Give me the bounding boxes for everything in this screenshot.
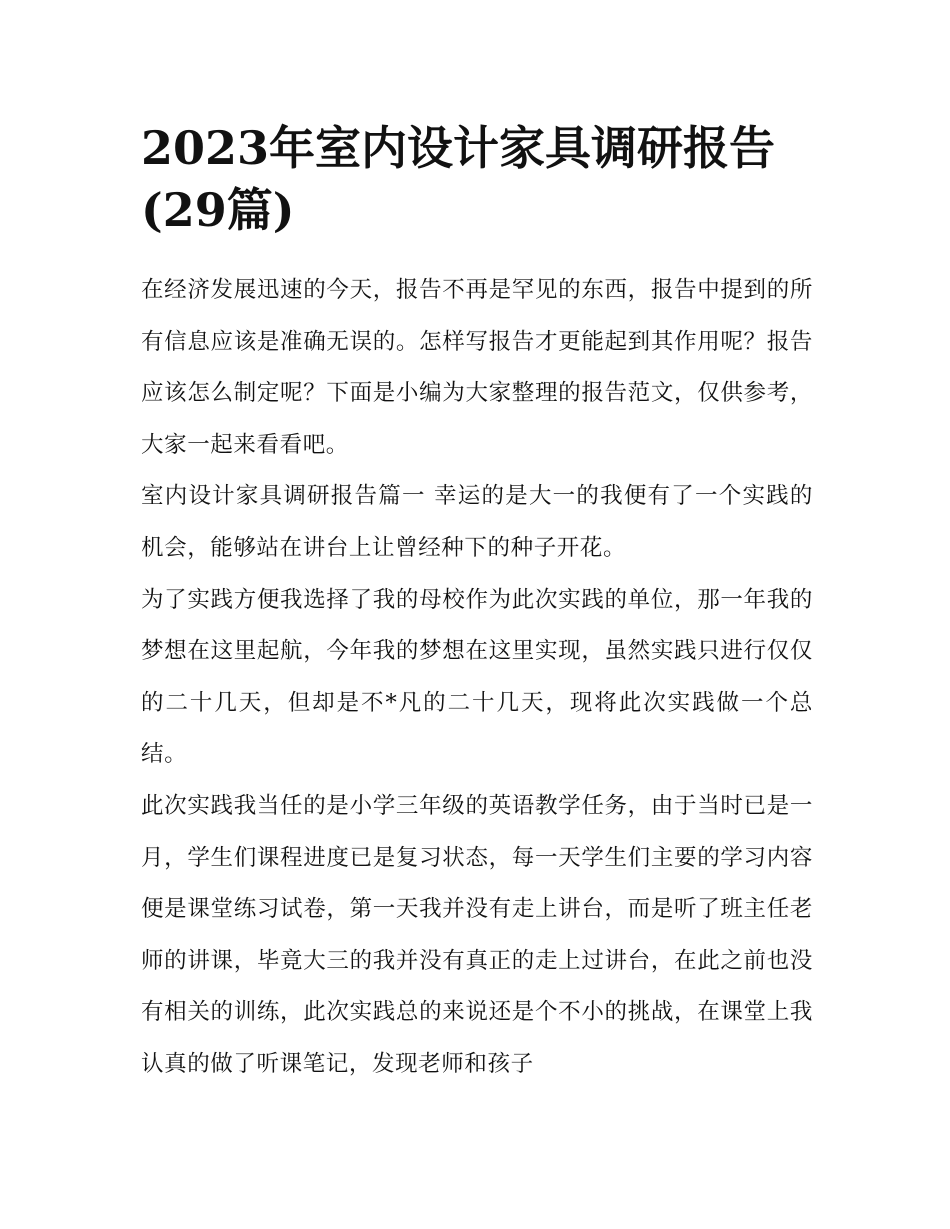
paragraph-intro: 在经济发展迅速的今天，报告不再是罕见的东西，报告中提到的所有信息应该是准确无误的。怎样写报告才更能起到其作用呢？报告应该怎么制定呢？下面是小编为大家整理的报告范文，仅供参考，大家一起来看看吧。: [141, 277, 813, 458]
paragraph-1: 室内设计家具调研报告篇一 幸运的是大一的我便有了一个实践的机会，能够站在讲台上让曾经种下的种子开花。: [141, 483, 813, 561]
document-page: [141, 117, 813, 1091]
paragraph-3: 此次实践我当任的是小学三年级的英语教学任务，由于当时已是一月，学生们课程进度已是复习状态，每一天学生们主要的学习内容便是课堂练习试卷，第一天我并没有走上讲台，而是听了班主任老师的讲课，毕竟大三的我并没有真正的走上过讲台，在此之前也没有相关的训练，此次实践总的来说还是个不小的挑战，在课堂上我认真的做了听课笔记，发现老师和孩子: [141, 792, 813, 1077]
title-line-2: (29篇): [141, 183, 295, 237]
title-line-1: 2023年室内设计家具调研报告: [141, 121, 776, 175]
paragraph-2: 为了实践方便我选择了我的母校作为此次实践的单位，那一年我的梦想在这里起航，今年我的梦想在这里实现，虽然实践只进行仅仅的二十几天，但却是不*凡的二十几天，现将此次实践做一个总结。: [141, 586, 813, 768]
document-body: [141, 265, 813, 1091]
document-title: [141, 117, 813, 241]
